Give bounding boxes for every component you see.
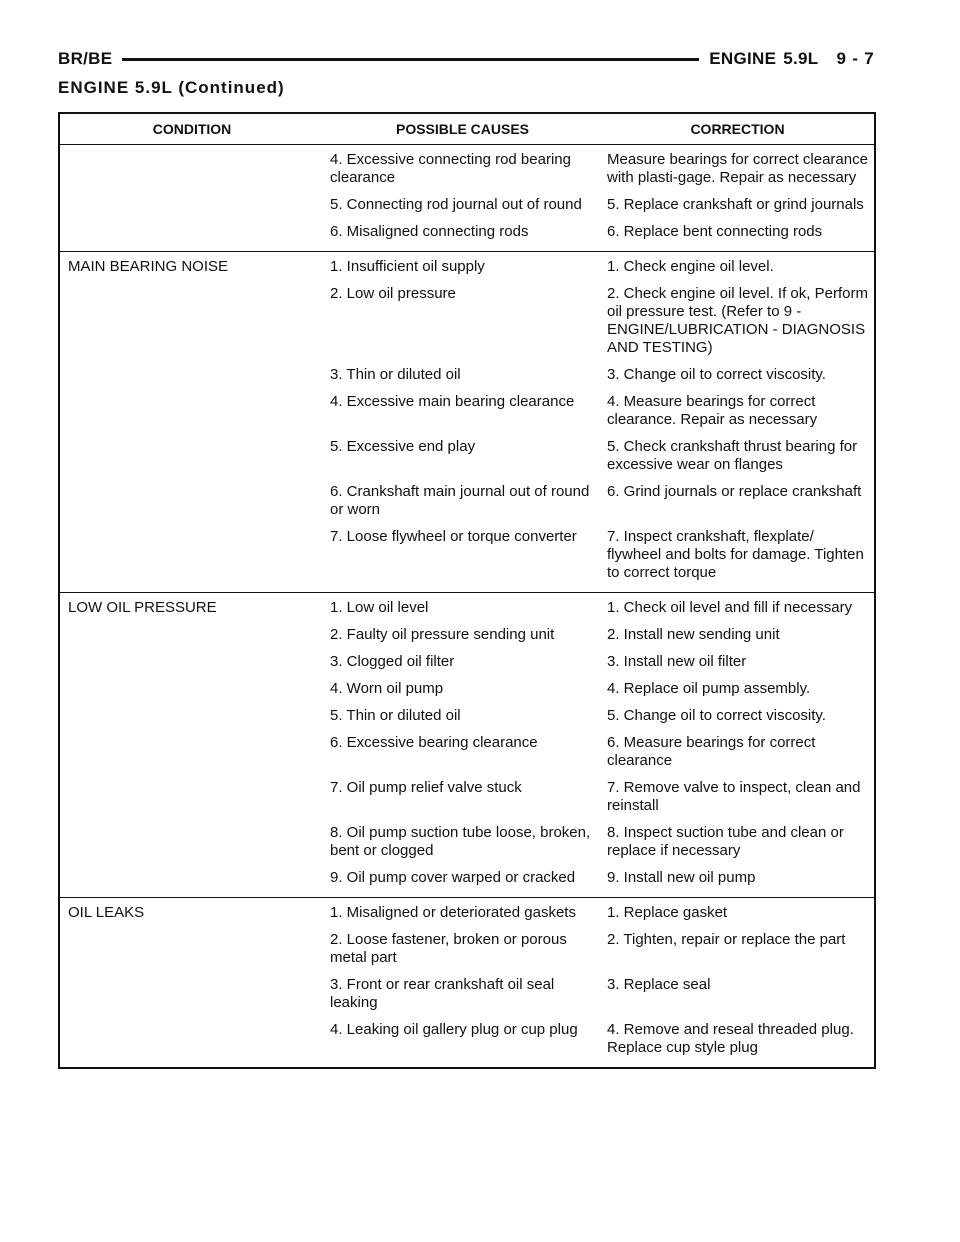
correction-cell: 8. Inspect suction tube and clean or replace if necessary (607, 824, 844, 859)
cause-cell: 3. Clogged oil filter (330, 653, 455, 670)
cause-cell: 6. Excessive bearing clearance (330, 734, 538, 751)
header-page-number: 9 - 7 (836, 49, 874, 68)
table-row (59, 252, 875, 283)
cause-cell: 1. Misaligned or deteriorated gaskets (330, 904, 576, 921)
cause-cell: 1. Low oil level (330, 599, 429, 616)
cause-cell: 7. Oil pump relief valve stuck (330, 779, 522, 796)
cause-cell: 4. Leaking oil gallery plug or cup plug (330, 1021, 578, 1038)
cause-cell: 6. Misaligned connecting rods (330, 223, 529, 240)
header-model: BR/BE (58, 49, 113, 68)
correction-cell: 1. Check oil level and fill if necessary (607, 599, 853, 616)
cause-cell: 6. Crankshaft main journal out of round or worn (330, 483, 590, 518)
table-row (59, 898, 875, 929)
cause-cell: 9. Oil pump cover warped or cracked (330, 869, 576, 886)
correction-cell: 9. Install new oil pump (607, 869, 756, 886)
cause-cell: 2. Faulty oil pressure sending unit (330, 626, 555, 643)
correction-cell: 3. Replace seal (607, 976, 711, 993)
correction-cell: 2. Check engine oil level. If ok, Perform oil pressure test. (Refer to 9 - ENGINE/LUBRICATION - DIAGNOSIS AND TESTING) (607, 285, 868, 356)
correction-cell: 2. Install new sending unit (607, 626, 780, 643)
correction-cell: 1. Check engine oil level. (607, 258, 774, 275)
cause-cell: 3. Front or rear crankshaft oil seal leaking (330, 976, 555, 1011)
diagnosis-table (58, 112, 876, 1069)
column-header-causes: POSSIBLE CAUSES (324, 113, 601, 145)
condition-group (59, 898, 875, 1069)
correction-cell: 3. Change oil to correct viscosity. (607, 366, 826, 383)
condition-cell: LOW OIL PRESSURE (68, 599, 217, 616)
cause-cell: 4. Excessive connecting rod bearing clearance (330, 151, 571, 186)
table-row (59, 145, 875, 194)
header-rule (122, 58, 699, 61)
correction-cell: 5. Replace crankshaft or grind journals (607, 196, 864, 213)
page-header (58, 46, 874, 72)
cause-cell: 4. Excessive main bearing clearance (330, 393, 575, 410)
cause-cell: 2. Low oil pressure (330, 285, 456, 302)
header-section: ENGINE 5.9L (709, 49, 819, 68)
correction-cell: 4. Measure bearings for correct clearance. Repair as necessary (607, 393, 818, 428)
condition-cell: MAIN BEARING NOISE (68, 258, 229, 275)
correction-cell: 4. Remove and reseal threaded plug. Replace cup style plug (607, 1021, 854, 1056)
cause-cell: 5. Thin or diluted oil (330, 707, 461, 724)
cause-cell: 2. Loose fastener, broken or porous metal part (330, 931, 567, 966)
correction-cell: 6. Replace bent connecting rods (607, 223, 823, 240)
correction-cell: 7. Remove valve to inspect, clean and reinstall (607, 779, 861, 814)
correction-cell: 4. Replace oil pump assembly. (607, 680, 811, 697)
cause-cell: 8. Oil pump suction tube loose, broken, bent or clogged (330, 824, 591, 859)
correction-cell: 1. Replace gasket (607, 904, 728, 921)
section-title: ENGINE 5.9L (Continued) (58, 78, 285, 97)
table-row (59, 593, 875, 624)
condition-group (59, 252, 875, 593)
cause-cell: 5. Connecting rod journal out of round (330, 196, 582, 213)
condition-group (59, 593, 875, 898)
correction-cell: 5. Check crankshaft thrust bearing for excessive wear on flanges (607, 438, 858, 473)
table-header-row (59, 113, 875, 145)
correction-cell: 2. Tighten, repair or replace the part (607, 931, 846, 948)
correction-cell: Measure bearings for correct clearance with plasti-gage. Repair as necessary (607, 151, 868, 186)
cause-cell: 4. Worn oil pump (330, 680, 444, 697)
correction-cell: 7. Inspect crankshaft, flexplate/ flywheel and bolts for damage. Tighten to correct torque (607, 528, 864, 581)
correction-cell: 3. Install new oil filter (607, 653, 747, 670)
correction-cell: 6. Grind journals or replace crankshaft (607, 483, 862, 500)
correction-cell: 5. Change oil to correct viscosity. (607, 707, 826, 724)
cause-cell: 1. Insufficient oil supply (330, 258, 485, 275)
cause-cell: 5. Excessive end play (330, 438, 476, 455)
column-header-correction: CORRECTION (601, 113, 875, 145)
correction-cell: 6. Measure bearings for correct clearance (607, 734, 816, 769)
cause-cell: 7. Loose flywheel or torque converter (330, 528, 577, 545)
condition-cell (59, 145, 324, 252)
column-header-condition: CONDITION (59, 113, 324, 145)
cause-cell: 3. Thin or diluted oil (330, 366, 461, 383)
condition-group (59, 145, 875, 252)
condition-cell: OIL LEAKS (68, 904, 145, 921)
